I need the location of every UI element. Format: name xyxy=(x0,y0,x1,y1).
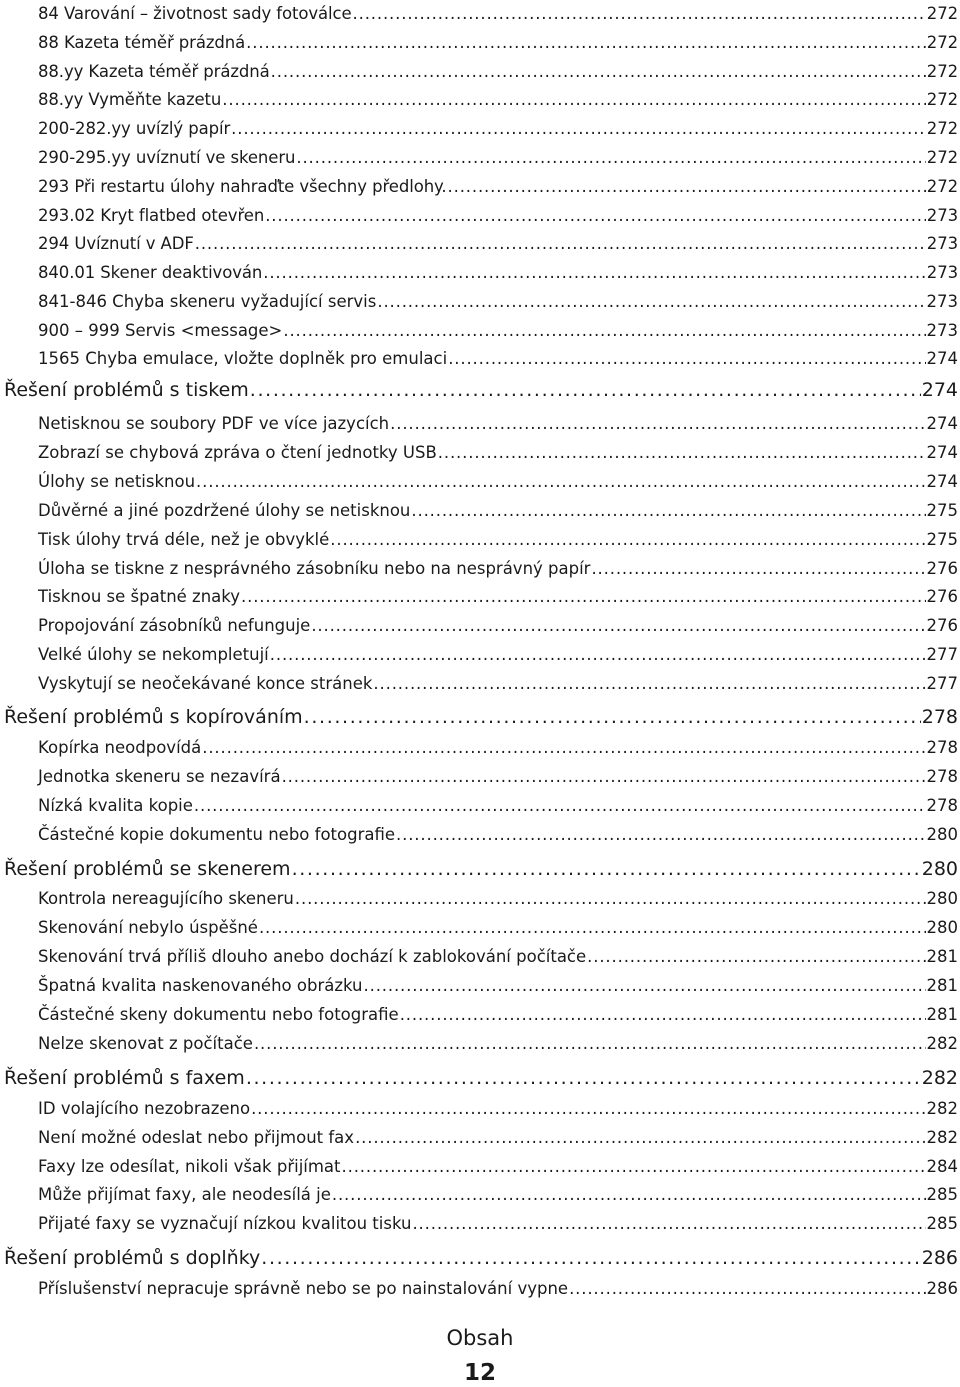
toc-entry-page-number: 272 xyxy=(926,32,958,52)
toc-entry-page-number: 272 xyxy=(926,176,958,196)
toc-dot-leader xyxy=(241,582,925,611)
toc-section-heading[interactable] xyxy=(4,701,958,733)
toc-entry-page-number: 278 xyxy=(921,706,958,728)
toc-entry[interactable] xyxy=(38,438,958,467)
toc-entry-title: 294 Uvíznutí v ADF xyxy=(38,233,194,253)
toc-dot-leader xyxy=(355,1123,925,1152)
toc-entry-title: Propojování zásobníků nefunguje xyxy=(38,615,311,635)
toc-entry-page-number: 273 xyxy=(926,291,958,311)
toc-dot-leader xyxy=(292,853,921,885)
toc-entry-page-number: 274 xyxy=(921,379,958,401)
toc-dot-leader xyxy=(246,1062,921,1094)
toc-entry-title: Nízká kvalita kopie xyxy=(38,795,193,815)
toc-entry[interactable] xyxy=(38,172,958,201)
toc-dot-leader xyxy=(411,496,925,525)
footer-page-number: 12 xyxy=(463,1360,496,1386)
toc-entry-page-number: 285 xyxy=(926,1213,958,1233)
toc-entry-title: 841-846 Chyba skeneru vyžadující servis xyxy=(38,291,377,311)
toc-entry[interactable] xyxy=(38,409,958,438)
toc-dot-leader xyxy=(311,611,925,640)
toc-entry-page-number: 282 xyxy=(926,1098,958,1118)
toc-dot-leader xyxy=(448,172,926,201)
toc-entry-title: Řešení problémů s kopírováním xyxy=(4,706,303,728)
toc-entry-title: Částečné skeny dokumentu nebo fotografie xyxy=(38,1004,399,1024)
toc-dot-leader xyxy=(263,258,926,287)
toc-dot-leader xyxy=(438,438,926,467)
toc-entry-page-number: 282 xyxy=(921,1067,958,1089)
toc-dot-leader xyxy=(396,820,925,849)
toc-entry-page-number: 281 xyxy=(926,975,958,995)
toc-section-heading[interactable] xyxy=(4,374,958,406)
toc-entry[interactable] xyxy=(38,820,958,849)
toc-entry-title: Řešení problémů se skenerem xyxy=(4,858,291,880)
toc-entry-page-number: 280 xyxy=(926,917,958,937)
toc-dot-leader xyxy=(373,669,925,698)
toc-entry-title: Příslušenství nepracuje správně nebo se po nainstalování vypne xyxy=(38,1278,569,1298)
toc-entry-page-number: 282 xyxy=(926,1033,958,1053)
toc-entry-title: Zobrazí se chybová zpráva o čtení jednotky USB xyxy=(38,442,437,462)
toc-entry-page-number: 274 xyxy=(926,471,958,491)
toc-dot-leader xyxy=(270,640,926,669)
toc-dot-leader xyxy=(246,28,926,57)
toc-entry[interactable] xyxy=(38,1000,958,1029)
toc-entry[interactable] xyxy=(38,496,958,525)
toc-entry-title: Skenování trvá příliš dlouho anebo dochází k zablokování počítače xyxy=(38,946,587,966)
toc-entry-title: Řešení problémů s faxem xyxy=(4,1067,245,1089)
toc-entry-title: Není možné odeslat nebo přijmout fax xyxy=(38,1127,355,1147)
toc-dot-leader xyxy=(231,114,926,143)
toc-entry[interactable] xyxy=(38,85,958,114)
toc-entry-page-number: 276 xyxy=(926,558,958,578)
toc-dot-leader xyxy=(250,374,921,406)
toc-entry[interactable] xyxy=(38,884,958,913)
toc-dot-leader xyxy=(390,409,925,438)
footer-section-title: Obsah xyxy=(446,1326,514,1350)
toc-dot-leader xyxy=(412,1209,925,1238)
toc-dot-leader xyxy=(222,85,926,114)
toc-entry[interactable] xyxy=(38,1209,958,1238)
toc-entry-title: Velké úlohy se nekompletují xyxy=(38,644,269,664)
toc-entry-page-number: 281 xyxy=(926,1004,958,1024)
toc-entry[interactable] xyxy=(38,554,958,583)
toc-entry-page-number: 276 xyxy=(926,615,958,635)
toc-dot-leader xyxy=(283,316,925,345)
toc-dot-leader xyxy=(364,971,926,1000)
toc-entry[interactable] xyxy=(38,467,958,496)
toc-entry-page-number: 280 xyxy=(921,858,958,880)
toc-entry-title: 293 Při restartu úlohy nahraďte všechny předlohy. xyxy=(38,176,447,196)
toc-dot-leader xyxy=(377,287,925,316)
toc-entry-title: 200-282.yy uvízlý papír xyxy=(38,118,231,138)
toc-entry[interactable] xyxy=(38,344,958,373)
toc-entry[interactable] xyxy=(38,611,958,640)
toc-dot-leader xyxy=(295,884,926,913)
toc-entry-page-number: 278 xyxy=(926,766,958,786)
toc-entry-page-number: 272 xyxy=(926,118,958,138)
toc-entry-title: Řešení problémů s doplňky xyxy=(4,1247,261,1269)
toc-dot-leader xyxy=(254,1029,926,1058)
toc-entry[interactable] xyxy=(38,258,958,287)
toc-entry-title: Jednotka skeneru se nezavírá xyxy=(38,766,281,786)
toc-entry[interactable] xyxy=(38,28,958,57)
toc-entry[interactable] xyxy=(38,525,958,554)
toc-dot-leader xyxy=(265,201,926,230)
toc-entry-title: 88.yy Kazeta téměř prázdná xyxy=(38,61,270,81)
toc-entry-page-number: 280 xyxy=(926,824,958,844)
toc-entry-page-number: 277 xyxy=(926,644,958,664)
toc-entry-page-number: 274 xyxy=(926,442,958,462)
toc-entry[interactable] xyxy=(38,669,958,698)
toc-entry-title: Může přijímat faxy, ale neodesílá je xyxy=(38,1184,331,1204)
toc-entry-title: 293.02 Kryt flatbed otevřen xyxy=(38,205,265,225)
toc-entry-page-number: 273 xyxy=(926,205,958,225)
toc-entry-page-number: 281 xyxy=(926,946,958,966)
toc-entry-title: 1565 Chyba emulace, vložte doplněk pro emulaci xyxy=(38,348,448,368)
toc-entry-page-number: 278 xyxy=(926,737,958,757)
toc-entry-page-number: 274 xyxy=(926,348,958,368)
toc-entry-title: Řešení problémů s tiskem xyxy=(4,379,249,401)
toc-entry[interactable] xyxy=(38,287,958,316)
toc-entry[interactable] xyxy=(38,229,958,258)
toc-entry-title: Kontrola nereagujícího skeneru xyxy=(38,888,294,908)
toc-entry[interactable] xyxy=(38,1180,958,1209)
toc-entry-title: Tisk úlohy trvá déle, než je obvyklé xyxy=(38,529,330,549)
toc-entry-page-number: 282 xyxy=(926,1127,958,1147)
toc-entry-page-number: 286 xyxy=(921,1247,958,1269)
toc-dot-leader xyxy=(271,57,926,86)
toc-entry-title: Netisknou se soubory PDF ve více jazycích xyxy=(38,413,390,433)
toc-entry[interactable] xyxy=(38,1029,958,1058)
toc-dot-leader xyxy=(448,344,925,373)
toc-dot-leader xyxy=(353,0,926,28)
toc-entry-page-number: 272 xyxy=(926,89,958,109)
toc-entry-title: Tisknou se špatné znaky xyxy=(38,586,241,606)
toc-entry-page-number: 280 xyxy=(926,888,958,908)
toc-dot-leader xyxy=(251,1094,925,1123)
toc-entry[interactable] xyxy=(38,640,958,669)
toc-entry-page-number: 274 xyxy=(926,413,958,433)
toc-dot-leader xyxy=(261,1242,920,1274)
toc-dot-leader xyxy=(196,467,925,496)
toc-entry[interactable] xyxy=(38,114,958,143)
toc-entry-page-number: 273 xyxy=(926,262,958,282)
toc-dot-leader xyxy=(587,942,925,971)
toc-entry-page-number: 275 xyxy=(926,500,958,520)
toc-dot-leader xyxy=(304,701,921,733)
toc-entry-title: 88.yy Vyměňte kazetu xyxy=(38,89,222,109)
toc-entry-page-number: 276 xyxy=(926,586,958,606)
toc-entry[interactable] xyxy=(38,201,958,230)
toc-dot-leader xyxy=(591,554,925,583)
toc-entry-page-number: 273 xyxy=(926,233,958,253)
toc-entry-title: Přijaté faxy se vyznačují nízkou kvalitou tisku xyxy=(38,1213,412,1233)
toc-dot-leader xyxy=(202,733,925,762)
toc-entry[interactable] xyxy=(38,582,958,611)
toc-entry[interactable] xyxy=(38,913,958,942)
toc-entry-page-number: 275 xyxy=(926,529,958,549)
toc-dot-leader xyxy=(569,1274,925,1303)
toc-entry[interactable] xyxy=(38,762,958,791)
toc-entry-page-number: 272 xyxy=(926,61,958,81)
toc-dot-leader xyxy=(330,525,925,554)
toc-dot-leader xyxy=(400,1000,926,1029)
toc-entry-page-number: 286 xyxy=(926,1278,958,1298)
toc-entry[interactable] xyxy=(38,1274,958,1303)
toc-entry-page-number: 272 xyxy=(926,147,958,167)
toc-entry-page-number: 272 xyxy=(926,3,958,23)
toc-entry[interactable] xyxy=(38,57,958,86)
toc-entry-page-number: 273 xyxy=(926,320,958,340)
toc-entry[interactable] xyxy=(38,942,958,971)
toc-entry-title: Důvěrné a jiné pozdržené úlohy se netisknou xyxy=(38,500,411,520)
toc-entry-title: Špatná kvalita naskenovaného obrázku xyxy=(38,975,363,995)
toc-entry-title: 900 – 999 Servis <message> xyxy=(38,320,283,340)
toc-entry[interactable] xyxy=(38,733,958,762)
toc-entry-title: Kopírka neodpovídá xyxy=(38,737,202,757)
toc-dot-leader xyxy=(342,1152,926,1181)
toc-entry-title: Úloha se tiskne z nesprávného zásobníku nebo na nesprávný papír xyxy=(38,558,591,578)
toc-entry-page-number: 285 xyxy=(926,1184,958,1204)
toc-entry-title: 88 Kazeta téměř prázdná xyxy=(38,32,246,52)
toc-entry-title: Úlohy se netisknou xyxy=(38,471,196,491)
toc-section-heading[interactable] xyxy=(4,1062,958,1094)
toc-entry[interactable] xyxy=(38,0,958,28)
toc-entry-title: 290-295.yy uvíznutí ve skeneru xyxy=(38,147,296,167)
toc-entry-page-number: 278 xyxy=(926,795,958,815)
toc-entry-title: ID volajícího nezobrazeno xyxy=(38,1098,251,1118)
toc-dot-leader xyxy=(332,1180,926,1209)
toc-entry-title: Skenování nebylo úspěšné xyxy=(38,917,258,937)
toc-entry[interactable] xyxy=(38,1094,958,1123)
toc-entry[interactable] xyxy=(38,791,958,820)
toc-entry[interactable] xyxy=(38,316,958,345)
toc-entry-title: 84 Varování – životnost sady fotoválce xyxy=(38,3,352,23)
toc-entry-title: Nelze skenovat z počítače xyxy=(38,1033,253,1053)
toc-dot-leader xyxy=(194,791,926,820)
toc-entry-page-number: 284 xyxy=(926,1156,958,1176)
toc-section-heading[interactable] xyxy=(4,853,958,885)
toc-dot-leader xyxy=(195,229,926,258)
toc-section-heading[interactable] xyxy=(4,1242,958,1274)
toc-entry-title: Faxy lze odesílat, nikoli však přijímat xyxy=(38,1156,341,1176)
toc-dot-leader xyxy=(259,913,926,942)
toc-entry[interactable] xyxy=(38,1123,958,1152)
toc-entry[interactable] xyxy=(38,1152,958,1181)
toc-dot-leader xyxy=(282,762,926,791)
toc-entry-title: 840.01 Skener deaktivován xyxy=(38,262,263,282)
toc-dot-leader xyxy=(296,143,925,172)
toc-entry[interactable] xyxy=(38,971,958,1000)
toc-entry-page-number: 277 xyxy=(926,673,958,693)
toc-entry-title: Částečné kopie dokumentu nebo fotografie xyxy=(38,824,396,844)
toc-entry[interactable] xyxy=(38,143,958,172)
toc-entry-title: Vyskytují se neočekávané konce stránek xyxy=(38,673,373,693)
